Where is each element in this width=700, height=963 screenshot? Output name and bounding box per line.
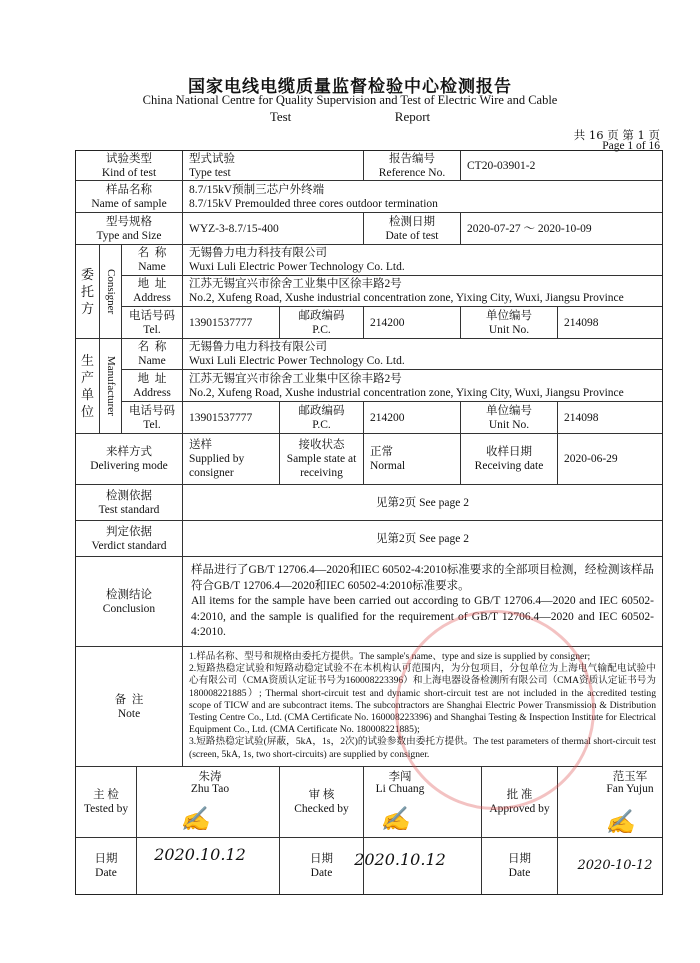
checker-signature: ✍: [380, 805, 410, 833]
consigner-tel-label: 电话号码 Tel.: [122, 307, 183, 339]
approver-name-cn: 范玉军: [612, 771, 648, 783]
tested-by-label: 主 检 Tested by: [76, 767, 137, 838]
note-label: 备 注 Note: [76, 647, 183, 767]
consigner-pc-label: 邮政编码 P.C.: [280, 307, 364, 339]
verdict-standard-label: 判定依据 Verdict standard: [76, 521, 183, 557]
page-number-cn: 共 16 页 第 1 页: [573, 128, 660, 142]
consigner-address-value: 江苏无锡宜兴市徐舍工业集中区徐丰路2号 No.2, Xufeng Road, Xushe industrial concentration zone, Yixing City, Wuxi, Jiangsu Province: [183, 276, 662, 307]
manufacturer-unit-label: 单位编号 Unit No.: [461, 402, 558, 434]
approver-date-handwritten: 2020-10-12: [577, 858, 653, 873]
manufacturer-name-value: 无锡鲁力电力科技有限公司 Wuxi Luli Electric Power Technology Co. Ltd.: [183, 339, 662, 370]
sample-label: 样品名称 Name of sample: [76, 181, 183, 213]
delivery-mode-value: 送样 Supplied by consigner: [183, 434, 280, 485]
approver-name-en: Fan Yujun: [606, 783, 654, 795]
test-standard-value: 见第2页 See page 2: [183, 485, 662, 521]
report-title-cn: 国家电线电缆质量监督检验中心检测报告: [188, 77, 512, 97]
tester-name-en: Zhu Tao: [190, 783, 230, 795]
consigner-unit-value: 214098: [558, 307, 662, 339]
manufacturer-pc-label: 邮政编码 P.C.: [280, 402, 364, 434]
manufacturer-side-en: Manufacturer: [100, 339, 122, 434]
approver-signature: ✍: [605, 808, 635, 836]
sample-state-value: 正常 Normal: [364, 434, 461, 485]
page-number-en: Page 1 of 16: [602, 140, 660, 152]
receiving-date-value: 2020-06-29: [558, 434, 662, 485]
reference-label: 报告编号 Reference No.: [364, 151, 461, 181]
note-line-3: 3.短路热稳定试验(屏蔽，5kA，1s，2次)的试验参数由委托方提供。The test parameters of thermal short-circuit test (screen, 5kA, 1s, two short-circuits) are supplied by consigner.: [189, 736, 656, 760]
sample-state-label: 接收状态 Sample state at receiving: [280, 434, 364, 485]
checker-name-cn: 李闯: [388, 771, 412, 783]
consigner-pc-value: 214200: [364, 307, 461, 339]
manufacturer-unit-value: 214098: [558, 402, 662, 434]
note-line-1: 1.样品名称、型号和规格由委托方提供。The sample's name、type and size is supplied by consigner;: [189, 651, 591, 662]
manufacturer-address-value: 江苏无锡宜兴市徐舍工业集中区徐丰路2号 No.2, Xufeng Road, Xushe industrial concentration zone, Yixing City, Wuxi, Jiangsu Province: [183, 370, 662, 402]
checked-by-label: 审 核 Checked by: [280, 767, 364, 838]
type-size-label: 型号规格 Type and Size: [76, 213, 183, 245]
report-type: Test Report: [269, 109, 431, 124]
kind-label: 试验类型 Kind of test: [76, 151, 183, 181]
tester-signature: ✍: [180, 805, 210, 833]
test-date-value: 2020-07-27 ～ 2020-10-09: [461, 213, 662, 245]
consigner-unit-label: 单位编号 Unit No.: [461, 307, 558, 339]
test-date-label: 检测日期 Date of test: [364, 213, 461, 245]
manufacturer-name-label: 名 称 Name: [122, 339, 183, 370]
report-title-en: China National Centre for Quality Supervision and Test of Electric Wire and Cable: [142, 93, 558, 107]
consigner-tel-value: 13901537777: [183, 307, 280, 339]
conclusion-label: 检测结论 Conclusion: [76, 557, 183, 647]
delivery-label: 来样方式 Delivering mode: [76, 434, 183, 485]
date-label-3: 日期 Date: [482, 838, 558, 894]
receiving-date-label: 收样日期 Receiving date: [461, 434, 558, 485]
date-label-2: 日期 Date: [280, 838, 364, 894]
tester-name-cn: 朱涛: [198, 771, 222, 783]
checker-name-en: Li Chuang: [375, 783, 425, 795]
sample-value: 8.7/15kV预制三芯户外终端 8.7/15kV Premoulded three cores outdoor termination: [183, 181, 662, 213]
manufacturer-tel-label: 电话号码 Tel.: [122, 402, 183, 434]
consigner-side-en: Consigner: [100, 245, 122, 339]
kind-value: 型式试验 Type test: [183, 151, 364, 181]
date-label-1: 日期 Date: [76, 838, 137, 894]
conclusion-text-en: All items for the sample have been carried out according to GB/T 12706.4—2020 and IEC 60502-4:2010, and the sample is qualified for the requirement of GB/T 12706.4—2020 and IEC 60502-4:2010.: [191, 595, 654, 638]
conclusion-text: [183, 557, 662, 647]
manufacturer-address-label: 地 址 Address: [122, 370, 183, 402]
manufacturer-pc-value: 214200: [364, 402, 461, 434]
approved-by-label: 批 准 Approved by: [482, 767, 558, 838]
consigner-address-label: 地 址 Address: [122, 276, 183, 307]
consigner-name-label: 名 称 Name: [122, 245, 183, 276]
reference-number: CT20-03901-2: [461, 151, 662, 181]
checker-date-handwritten: 2020.10.12: [354, 850, 446, 869]
tester-date-handwritten: 2020.10.12: [154, 845, 246, 864]
type-size-value: WYZ-3-8.7/15-400: [183, 213, 364, 245]
manufacturer-side-cn: 生产单位: [76, 339, 100, 434]
verdict-standard-value: 见第2页 See page 2: [183, 521, 662, 557]
note-line-2: 2.短路热稳定试验和短路动稳定试验不在本机构认可范围内，为分包项目，分包单位为上海电气输配电试验中心有限公司（CMA资质认定证书号为160008223396）和上海电器设备检测所有限公司（CMA资质认定证书号为180008221885）; Thermal short-circuit test and dynamic short-circuit test are not included in the accredited testing scope of TICW and are subcontract items. The subcontractors are Shanghai Electric Power Transmission & Distribution Testing Centre Co., Ltd. (CMA Certificate No. 160008223396) and Shanghai Testing & Inspection Institute for Electrical Equipment Co., Ltd. (CMA Certificate No. 180008221885);: [189, 663, 656, 736]
consigner-name-value: 无锡鲁力电力科技有限公司 Wuxi Luli Electric Power Technology Co. Ltd.: [183, 245, 662, 276]
consigner-side-cn: 委托方: [76, 245, 100, 339]
manufacturer-tel-value: 13901537777: [183, 402, 280, 434]
conclusion-text-cn: 样品进行了GB/T 12706.4—2020和IEC 60502-4:2010标准要求的全部项目检测，经检测该样品符合GB/T 12706.4—2020和IEC 60502-4:2010标准要求。: [191, 564, 654, 592]
test-standard-label: 检测依据 Test standard: [76, 485, 183, 521]
